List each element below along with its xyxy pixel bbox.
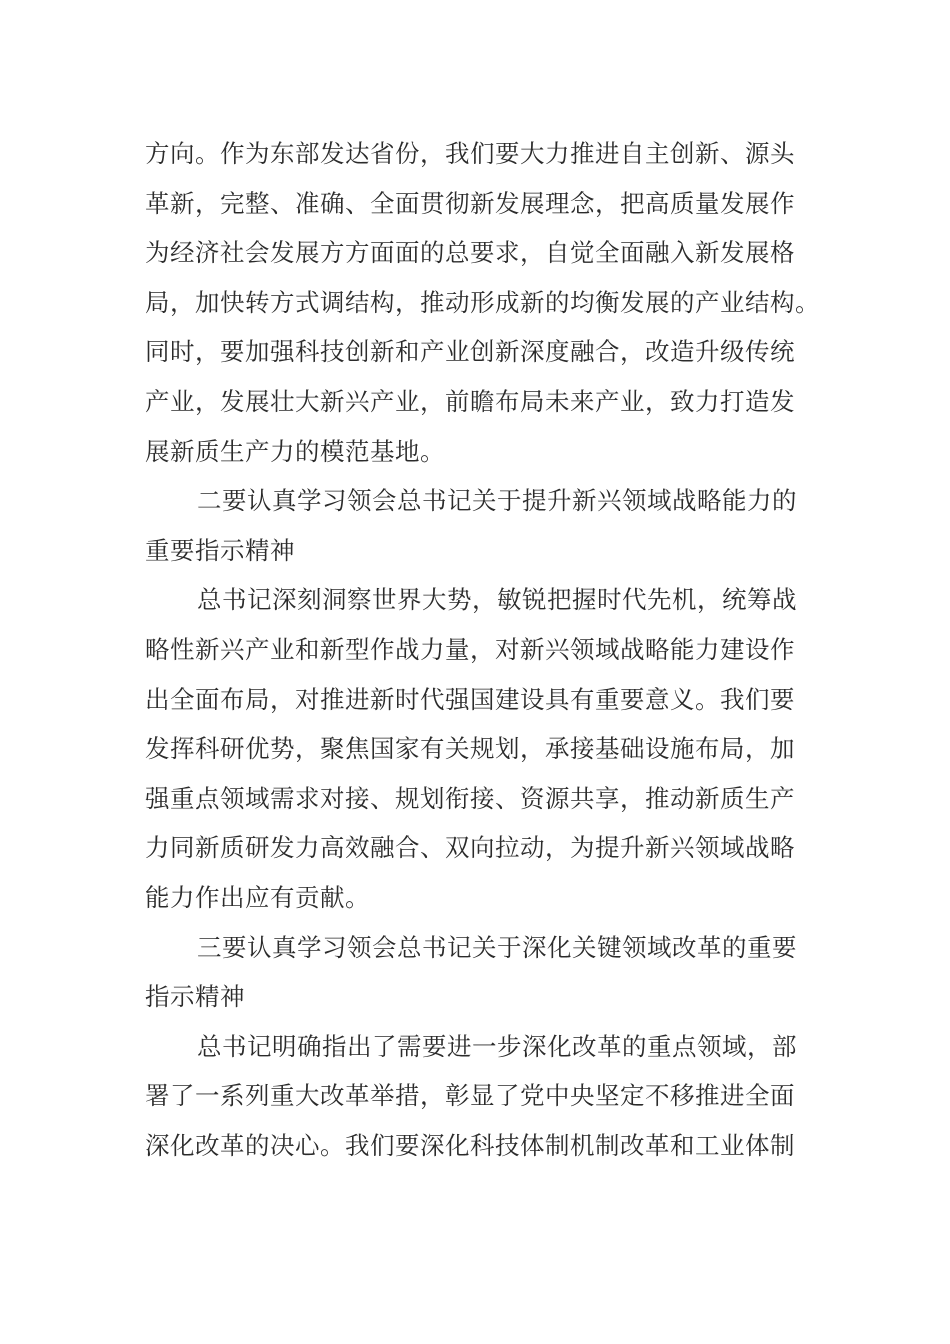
paragraph-section-3 bbox=[145, 1022, 805, 1171]
heading-line: 重要指示精神 bbox=[145, 535, 295, 565]
text-line: 深化改革的决心。我们要深化科技体制机制改革和工业体制 bbox=[145, 1130, 795, 1160]
text-line: 为经济社会发展方方面面的总要求，自觉全面融入新发展格 bbox=[145, 238, 795, 268]
text-line: 产业，发展壮大新兴产业，前瞻布局未来产业，致力打造发 bbox=[145, 386, 795, 416]
text-line: 略性新兴产业和新型作战力量，对新兴领域战略能力建设作 bbox=[145, 634, 795, 664]
section-heading-2 bbox=[145, 476, 805, 575]
text-line: 出全面布局，对推进新时代强国建设具有重要意义。我们要 bbox=[145, 684, 795, 714]
text-line: 展新质生产力的模范基地。 bbox=[145, 436, 445, 466]
text-line: 总书记深刻洞察世界大势，敏锐把握时代先机，统筹战 bbox=[197, 585, 797, 615]
paragraph-continuation bbox=[145, 129, 820, 476]
paragraph-section-2 bbox=[145, 575, 805, 922]
heading-line: 三要认真学习领会总书记关于深化关键领域改革的重要 bbox=[197, 932, 797, 962]
text-line: 发挥科研优势，聚焦国家有关规划，承接基础设施布局，加 bbox=[145, 734, 795, 764]
text-line: 革新，完整、准确、全面贯彻新发展理念，把高质量发展作 bbox=[145, 188, 795, 218]
heading-line: 二要认真学习领会总书记关于提升新兴领域战略能力的 bbox=[197, 486, 797, 516]
text-line: 力同新质研发力高效融合、双向拉动，为提升新兴领域战略 bbox=[145, 833, 795, 863]
text-line: 强重点领域需求对接、规划衔接、资源共享，推动新质生产 bbox=[145, 783, 795, 813]
text-line: 总书记明确指出了需要进一步深化改革的重点领域，部 bbox=[197, 1031, 797, 1061]
text-line: 同时，要加强科技创新和产业创新深度融合，改造升级传统 bbox=[145, 337, 795, 367]
heading-line: 指示精神 bbox=[145, 982, 245, 1012]
text-line: 署了一系列重大改革举措，彰显了党中央坚定不移推进全面 bbox=[145, 1081, 795, 1111]
text-line: 方向。作为东部发达省份，我们要大力推进自主创新、源头 bbox=[145, 139, 795, 168]
text-line: 能力作出应有贡献。 bbox=[145, 882, 370, 912]
text-line: 局，加快转方式调结构，推动形成新的均衡发展的产业结构。 bbox=[145, 287, 820, 317]
document-body bbox=[145, 129, 820, 1170]
section-heading-3 bbox=[145, 923, 805, 1022]
